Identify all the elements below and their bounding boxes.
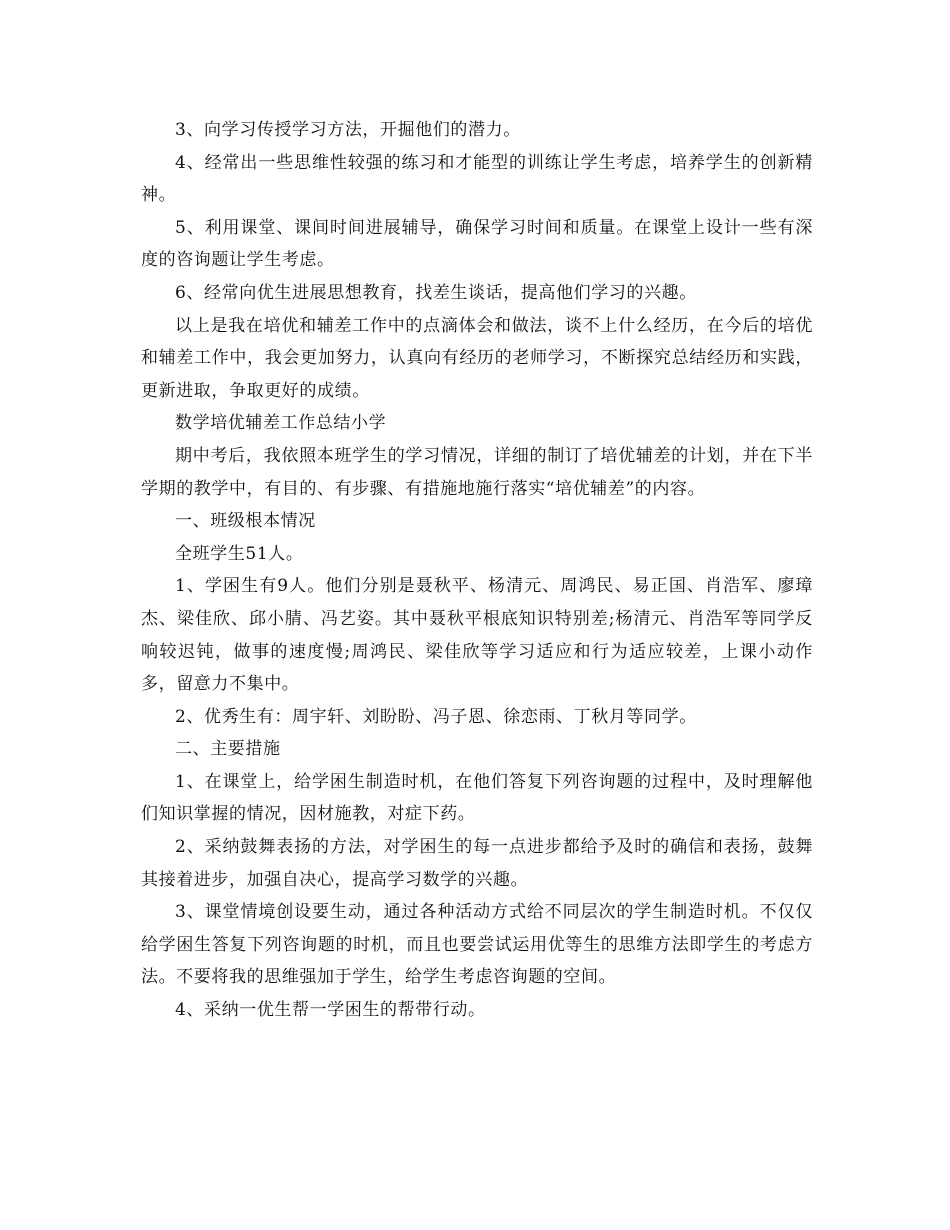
paragraph: 1、在课堂上，给学困生制造时机，在他们答复下列咨询题的过程中，及时理解他们知识掌握的情况，因材施教，对症下药。: [141, 771, 813, 825]
paragraph: 全班学生51人。: [175, 543, 304, 564]
paragraph: 2、采纳鼓舞表扬的方法，对学困生的每一点进步都给予及时的确信和表扬，鼓舞其接着进步，加强自决心，提高学习数学的兴趣。: [141, 837, 813, 890]
section-heading: 一、班级根本情况: [175, 511, 316, 532]
paragraph: 4、采纳一优生帮一学困生的帮带行动。: [175, 1000, 486, 1021]
paragraph: 3、向学习传授学习方法，开掘他们的潜力。: [175, 120, 521, 140]
paragraph: 6、经常向优生进展思想教育，找差生谈话，提高他们学习的兴趣。: [175, 282, 697, 303]
paragraph: 4、经常出一些思维性较强的练习和才能型的训练让学生考虑，培养学生的创新精神。: [141, 152, 813, 206]
document-body: [141, 114, 813, 1027]
section-heading: 二、主要措施: [175, 739, 281, 760]
paragraph: 以上是我在培优和辅差工作中的点滴体会和做法，谈不上什么经历，在今后的培优和辅差工作中，我会更加努力，认真向有经历的老师学习，不断探究总结经历和实践，更新进取，争取更好的成绩。: [141, 315, 813, 401]
paragraph: 5、利用课堂、课间时间进展辅导，确保学习时间和质量。在课堂上设计一些有深度的咨询题让学生考虑。: [141, 217, 813, 271]
paragraph: 1、学困生有9人。他们分别是聂秋平、杨清元、周鸿民、易正国、肖浩军、廖璋杰、梁佳欣、邱小腈、冯艺姿。其中聂秋平根底知识特别差;杨清元、肖浩军等同学反响较迟钝，做事的速度慢;周鸿民、梁佳欣等学习适应和行为适应较差，上课小动作多，留意力不集中。: [141, 576, 813, 695]
section-title: 数学培优辅差工作总结小学: [175, 413, 387, 434]
paragraph: 3、课堂情境创设要生动，通过各种活动方式给不同层次的学生制造时机。不仅仅给学困生答复下列咨询题的时机，而且也要尝试运用优等生的思维方法即学生的考虑方法。不要将我的思维强加于学生，给学生考虑咨询题的空间。: [141, 902, 813, 988]
paragraph: 2、优秀生有：周宇轩、刘盼盼、冯子恩、徐恋雨、丁秋月等同学。: [175, 706, 697, 727]
paragraph: 期中考后，我依照本班学生的学习情况，详细的制订了培优辅差的计划，并在下半学期的教学中，有目的、有步骤、有措施地施行落实“培优辅差”的内容。: [141, 445, 813, 499]
